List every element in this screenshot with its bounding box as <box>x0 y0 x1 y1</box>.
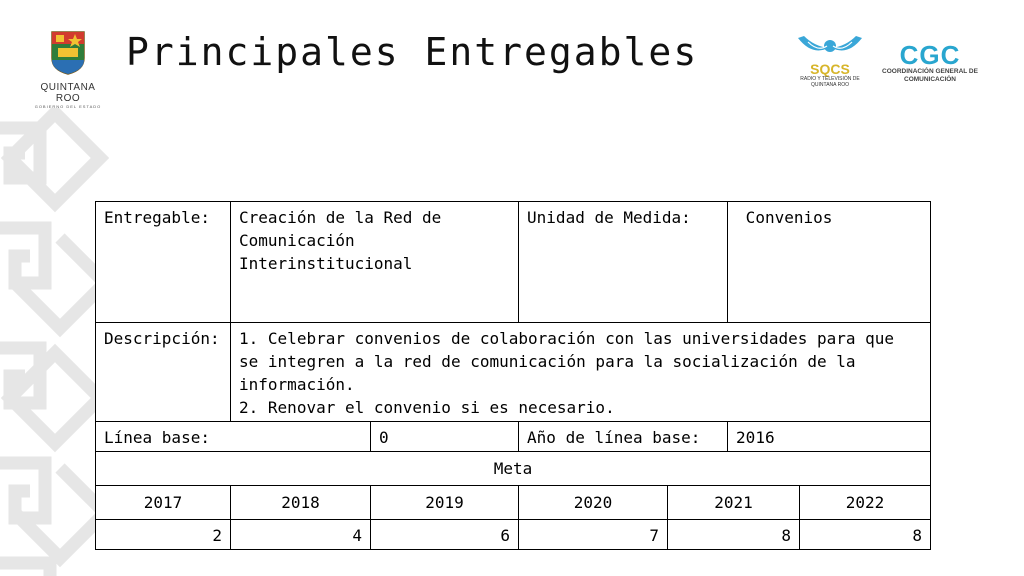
cgc-logo <box>878 42 982 84</box>
table-row-values <box>96 520 931 550</box>
descripcion-item-1: 1. Celebrar convenios de colaboración con las universidades para que se integren a la red de comunicación para la socialización de la información. <box>239 329 895 394</box>
linea-base-label: Línea base: <box>96 422 371 452</box>
table-row-descripcion <box>96 323 931 422</box>
sqcs-acronym: SQCS <box>810 61 850 77</box>
page-title: Principales Entregables <box>126 30 699 74</box>
year-cell: 2022 <box>800 486 931 520</box>
sqcs-wings-icon <box>794 34 866 60</box>
sqcs-logo <box>794 34 866 94</box>
descripcion-value <box>231 323 931 422</box>
anio-linea-base-value: 2016 <box>728 422 931 452</box>
year-cell: 2019 <box>371 486 519 520</box>
table-row-entregable <box>96 202 931 323</box>
linea-base-value: 0 <box>371 422 519 452</box>
entregable-label: Entregable: <box>96 202 231 323</box>
year-cell: 2017 <box>96 486 231 520</box>
year-cell: 2021 <box>668 486 800 520</box>
entregable-value: Creación de la Red de Comunicación Interinstitucional <box>231 202 519 323</box>
cgc-full-name: COORDINACIÓN GENERAL DE COMUNICACIÓN <box>882 68 978 83</box>
decorative-fret-pattern <box>0 108 110 576</box>
logo-state-name: QUINTANA ROO <box>40 82 96 104</box>
anio-linea-base-label: Año de línea base: <box>519 422 728 452</box>
unidad-medida-value: Convenios <box>728 202 931 323</box>
descripcion-label: Descripción: <box>96 323 231 422</box>
table-row-meta <box>96 452 931 486</box>
year-cell: 2020 <box>519 486 668 520</box>
meta-value-cell: 6 <box>371 520 519 550</box>
quintana-roo-logo <box>28 30 108 109</box>
table-row-linea-base <box>96 422 931 452</box>
deliverables-table <box>95 201 931 550</box>
cgc-acronym: CGC <box>899 40 961 70</box>
meta-value-cell: 4 <box>231 520 371 550</box>
meta-label: Meta <box>96 452 931 486</box>
unidad-medida-label: Unidad de Medida: <box>519 202 728 323</box>
year-cell: 2018 <box>231 486 371 520</box>
descripcion-item-2: 2. Renovar el convenio si es necesario. <box>239 398 615 417</box>
meta-value-cell: 2 <box>96 520 231 550</box>
meta-value-cell: 8 <box>800 520 931 550</box>
table-row-years <box>96 486 931 520</box>
meta-value-cell: 7 <box>519 520 668 550</box>
sqcs-subtitle: RADIO Y TELEVISIÓN DE QUINTANA ROO <box>800 76 860 88</box>
logo-state-tagline: GOBIERNO DEL ESTADO <box>34 104 102 109</box>
state-shield-icon <box>50 30 86 76</box>
meta-value-cell: 8 <box>668 520 800 550</box>
